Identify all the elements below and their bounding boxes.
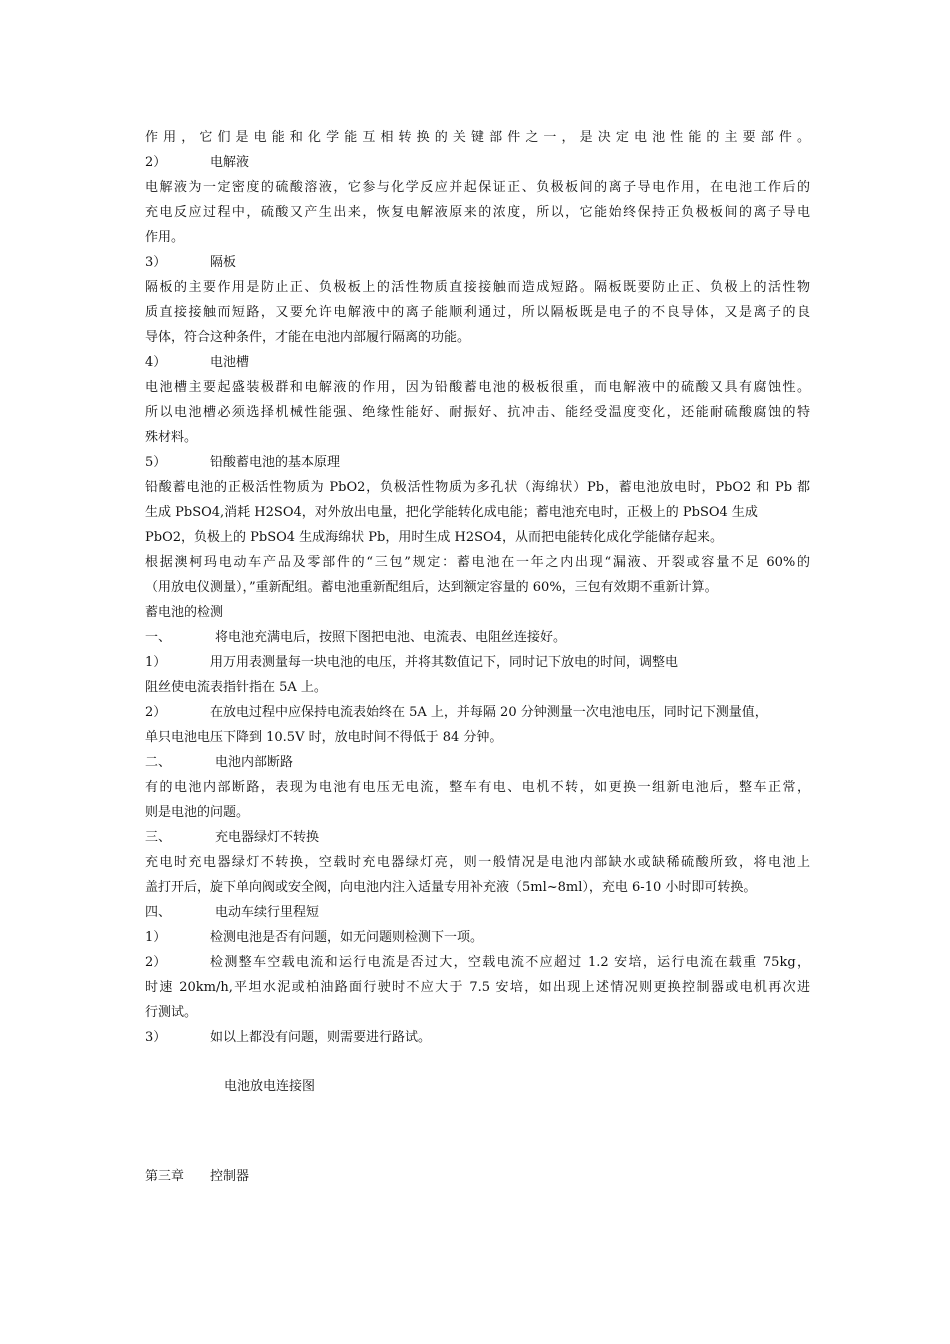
section-heading: 充电器绿灯不转换	[215, 830, 320, 845]
section-heading: 铅酸蓄电池的基本原理	[210, 455, 341, 470]
item-number: 3）	[145, 255, 167, 270]
paragraph-line: 行测试。	[145, 1005, 198, 1020]
section-heading: 电池槽	[210, 355, 250, 370]
paragraph-line: 电解液为一定密度的硫酸溶液，它参与化学反应并起保证正、负极板间的离子导电作用，在电池工作后的	[145, 180, 810, 195]
paragraph-line: 殊材料。	[145, 430, 198, 445]
paragraph-line: 有的电池内部断路，表现为电池有电压无电流，整车有电、电机不转，如更换一组新电池后，整车正常，	[145, 780, 810, 795]
item-number: 3）	[145, 1030, 167, 1045]
item-number: 二、	[145, 755, 172, 770]
item-number: 一、	[145, 630, 172, 645]
paragraph-line: 导体，符合这种条件，才能在电池内部履行隔离的功能。	[145, 330, 471, 345]
paragraph-line: 充电反应过程中，硫酸又产生出来，恢复电解液原来的浓度，所以，它能始终保持正负极板间的离子导电	[145, 205, 810, 220]
paragraph-line: 作用。	[145, 230, 185, 245]
item-number: 1）	[145, 930, 167, 945]
section-title: 蓄电池的检测	[145, 605, 224, 620]
paragraph-line: 阻丝使电流表指针指在 5A 上。	[145, 680, 327, 695]
item-number: 三、	[145, 830, 172, 845]
list-item-text: 用万用表测量每一块电池的电压，并将其数值记下，同时记下放电的时间，调整电	[210, 655, 679, 670]
chapter-title: 控制器	[210, 1169, 250, 1184]
chapter-number: 第三章	[145, 1169, 185, 1184]
item-number: 1）	[145, 655, 167, 670]
paragraph-line: 根据澳柯玛电动车产品及零部件的“三包”规定：蓄电池在一年之内出现“漏液、开裂或容量不足 60%的	[145, 555, 810, 570]
section-heading: 电池内部断路	[215, 755, 294, 770]
paragraph-line: 电池槽主要起盛装极群和电解液的作用，因为铅酸蓄电池的极板很重，而电解液中的硫酸又具有腐蚀性。	[145, 380, 810, 395]
paragraph-line: 所以电池槽必须选择机械性能强、绝缘性能好、耐振好、抗冲击、能经受温度变化，还能耐硫酸腐蚀的特	[145, 405, 810, 420]
list-item-text: 在放电过程中应保持电流表始终在 5A 上，并每隔 20 分钟测量一次电池电压，同时记下测量值，	[210, 705, 768, 720]
item-number: 5）	[145, 455, 167, 470]
item-number: 4）	[145, 355, 167, 370]
paragraph-line: （用放电仪测量），”重新配组。蓄电池重新配组后，达到额定容量的 60%，三包有效期不重新计算。	[145, 580, 718, 595]
item-number: 2）	[145, 955, 167, 970]
paragraph-line: 质直接接触而短路，又要允许电解液中的离子能顺利通过，所以隔板既是电子的不良导体，又是离子的良	[145, 305, 810, 320]
paragraph-line: PbO2，负极上的 PbSO4 生成海绵状 Pb，用时生成 H2SO4，从而把电能转化成化学能储存起来。	[145, 530, 723, 545]
item-number: 2）	[145, 705, 167, 720]
section-heading: 电动车续行里程短	[215, 905, 320, 920]
paragraph-line: 铅酸蓄电池的正极活性物质为 PbO2，负极活性物质为多孔状（海绵状）Pb，蓄电池放电时，PbO2 和 Pb 都	[145, 480, 810, 495]
paragraph-line: 则是电池的问题。	[145, 805, 250, 820]
paragraph-line: 生成 PbSO4,消耗 H2SO4，对外放出电量，把化学能转化成电能；蓄电池充电时，正极上的 PbSO4 生成	[145, 505, 758, 520]
figure-caption: 电池放电连接图	[224, 1079, 316, 1094]
list-item-text: 如以上都没有问题，则需要进行路试。	[210, 1030, 432, 1045]
paragraph-line: 作用，它们是电能和化学能互相转换的关键部件之一，是决定电池性能的主要部件。	[145, 130, 810, 145]
paragraph-line: 隔板的主要作用是防止正、负极板上的活性物质直接接触而造成短路。隔板既要防止正、负极上的活性物	[145, 280, 810, 295]
list-item-text: 检测电池是否有问题，如无问题则检测下一项。	[210, 930, 484, 945]
section-heading: 电解液	[210, 155, 250, 170]
section-heading: 隔板	[210, 255, 237, 270]
paragraph-line: 单只电池电压下降到 10.5V 时，放电时间不得低于 84 分钟。	[145, 730, 503, 745]
item-number: 四、	[145, 905, 172, 920]
paragraph-line: 充电时充电器绿灯不转换，空载时充电器绿灯亮，则一般情况是电池内部缺水或缺稀硫酸所致，将电池上	[145, 855, 810, 870]
list-item-text: 检测整车空载电流和运行电流是否过大，空载电流不应超过 1.2 安培，运行电流在载重 75kg，	[210, 955, 810, 970]
section-heading: 将电池充满电后，按照下图把电池、电流表、电阻丝连接好。	[215, 630, 567, 645]
item-number: 2）	[145, 155, 167, 170]
paragraph-line: 时速 20km/h,平坦水泥或柏油路面行驶时不应大于 7.5 安培，如出现上述情况则更换控制器或电机再次进	[145, 980, 810, 995]
paragraph-line: 盖打开后，旋下单向阀或安全阀，向电池内注入适量专用补充液（5ml~8ml），充电 6-10 小时即可转换。	[145, 880, 757, 895]
